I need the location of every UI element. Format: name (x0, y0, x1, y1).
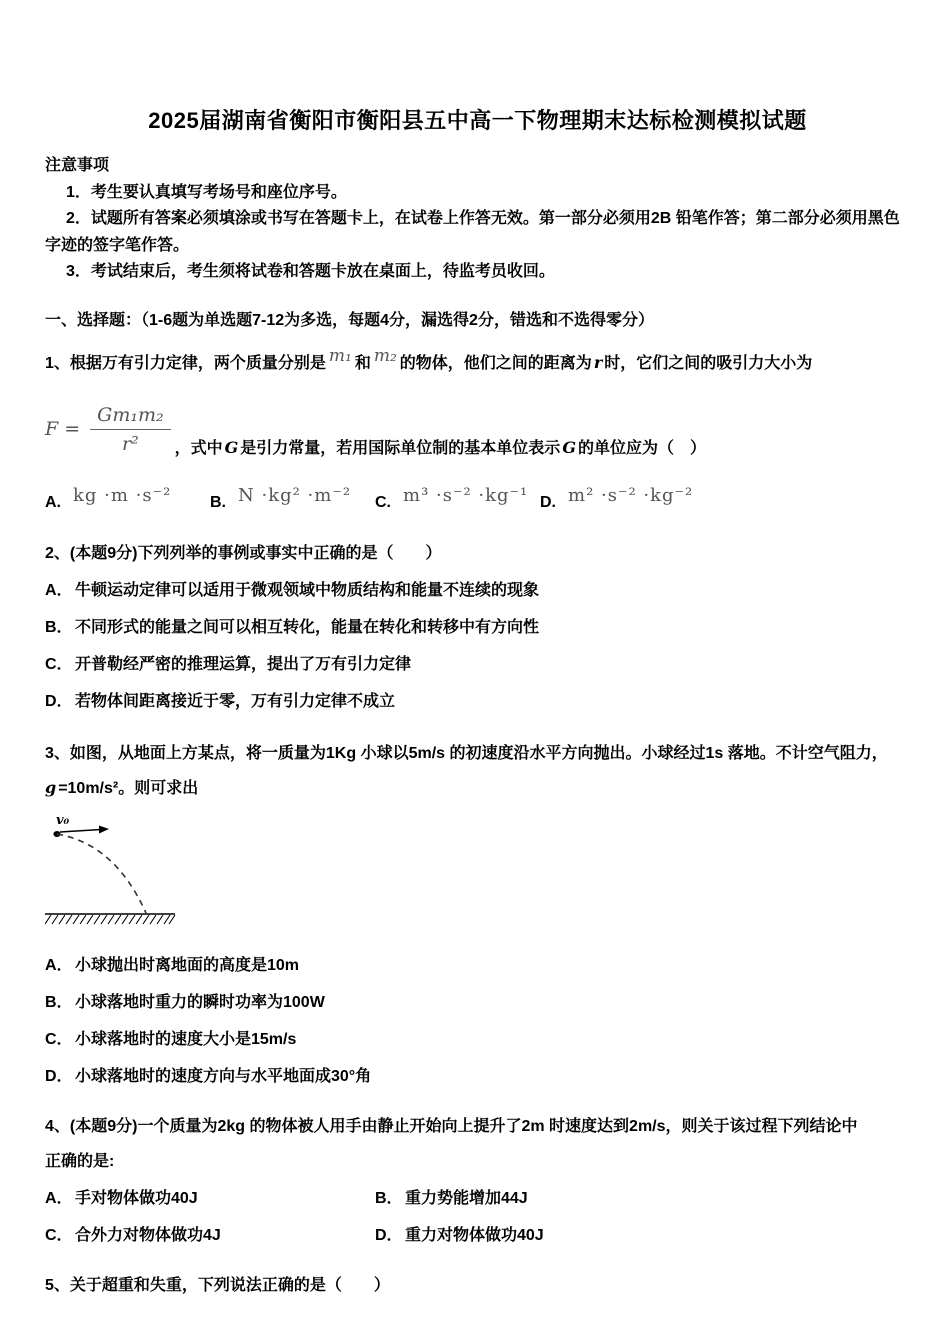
q4-stem-line1: 4、(本题9分)一个质量为2kg 的物体被人用手由静止开始向上提升了2m 时速度达到2m/s，则关于该过程下列结论中 (45, 1117, 858, 1135)
option-unit: kg ·m ·s⁻² (73, 484, 172, 506)
q1-formula-lhs: F = (45, 418, 81, 440)
notice-section (45, 153, 910, 286)
q3-option-c (45, 1028, 910, 1052)
v0-label: v₀ (56, 812, 70, 828)
q1-stem-text-1: 和 (354, 354, 371, 372)
q1-stem (45, 345, 910, 376)
q4-option-b (375, 1187, 910, 1211)
option-label: D. (540, 493, 556, 511)
q4-options-row1 (45, 1187, 910, 1211)
option-text: 合外力对物体做功4J (75, 1226, 221, 1244)
q1-math-G-2: G (562, 437, 576, 457)
option-unit: m³ ·s⁻² ·kg⁻¹ (403, 484, 529, 506)
q3-math-g: g (45, 777, 57, 797)
q1-math-r: r (593, 352, 603, 372)
option-label: C． (45, 1226, 73, 1244)
option-label: A． (45, 956, 73, 974)
q3-option-d (45, 1065, 910, 1089)
notice-item-3: 3．考试结束后，考生须将试卷和答题卡放在桌面上，待监考员收回。 (66, 263, 555, 280)
option-text: 小球落地时的速度方向与水平地面成30°角 (75, 1067, 372, 1085)
option-label: B． (45, 618, 73, 636)
q1-formula-text-2: 的单位应为（ ） (577, 439, 706, 457)
option-text: 开普勒经严密的推理运算，提出了万有引力定律 (75, 655, 412, 673)
ground-hatching (45, 915, 175, 924)
q2-option-d (45, 690, 910, 714)
option-label: C． (45, 655, 73, 673)
section-one-heading: 一、选择题：（1-6题为单选题7-12为多选，每题4分，漏选得2分，错选和不选得零分） (45, 311, 654, 329)
notice-item-2: 2．试题所有答案必须填涂或书写在答题卡上，在试卷上作答无效。第一部分必须用2B 铅笔作答；第二部分必须用黑色字迹的签字笔作答。 (45, 210, 900, 254)
option-text: 小球落地时的速度大小是15m/s (75, 1030, 297, 1048)
q2-option-c (45, 653, 910, 677)
option-text: 手对物体做功40J (75, 1189, 198, 1207)
q3-stem-line2 (45, 776, 910, 801)
q4-option-d (375, 1224, 910, 1248)
q3-option-a (45, 954, 910, 978)
option-label: B． (45, 993, 73, 1011)
q3-stem-line1: 3、如图，从地面上方某点，将一质量为1Kg 小球以5m/s 的初速度沿水平方向抛出。小球经过1s 落地。不计空气阻力， (45, 744, 888, 762)
q2-option-a (45, 579, 910, 603)
option-text: 牛顿运动定律可以适用于微观领域中物质结构和能量不连续的现象 (75, 581, 540, 599)
q1-option-b (210, 484, 375, 512)
q2-option-b (45, 616, 910, 640)
q4-option-c (45, 1224, 375, 1248)
q2-stem: 2、(本题9分)下列列举的事例或事实中正确的是（ ） (45, 544, 442, 562)
notice-item-1: 1．考生要认真填写考场号和座位序号。 (66, 183, 347, 201)
option-label: A． (45, 1189, 73, 1207)
option-label: B． (375, 1189, 403, 1207)
page-title: 2025届湖南省衡阳市衡阳县五中高一下物理期末达标检测模拟试题 (148, 108, 807, 133)
q4-stem-line2: 正确的是: (45, 1152, 115, 1170)
q3-option-b (45, 991, 910, 1015)
q1-math-m1: m₁ (328, 345, 352, 366)
option-label: B. (210, 493, 226, 511)
q1-formula-text-0: ，式中 (174, 439, 223, 457)
q1-formula-row (45, 404, 910, 455)
q1-option-d (540, 484, 694, 512)
option-label: A． (45, 581, 73, 599)
q1-stem-text-3: 时，它们之间的吸引力大小为 (604, 354, 813, 372)
q1-formula-fraction (90, 404, 170, 455)
q1-math-m2: m₂ (373, 345, 397, 366)
option-label: C． (45, 1030, 73, 1048)
option-label: C. (375, 493, 391, 511)
option-text: 小球落地时重力的瞬时功率为100W (75, 993, 325, 1011)
option-label: A. (45, 493, 61, 511)
q1-formula-numerator: Gm₁m₂ (90, 404, 170, 430)
projectile-motion-figure (45, 811, 245, 933)
q3-stem-line2-text: =10m/s²。则可求出 (58, 779, 199, 797)
option-unit: N ·kg² ·m⁻² (238, 484, 352, 506)
q3-figure-container (45, 811, 910, 938)
q1-options (45, 484, 910, 512)
option-text: 不同形式的能量之间可以相互转化，能量在转化和转移中有方向性 (75, 618, 540, 636)
q4-option-a (45, 1187, 375, 1211)
option-label: D． (45, 692, 73, 710)
option-text: 小球抛出时离地面的高度是10m (75, 956, 300, 974)
v0-arrow-head (99, 825, 109, 833)
q1-formula-text-1: 是引力常量，若用国际单位制的基本单位表示 (240, 439, 561, 457)
q1-option-c (375, 484, 540, 512)
v0-arrow-shaft (60, 829, 101, 832)
q1-math-G-1: G (224, 437, 239, 457)
notice-heading: 注意事项 (45, 157, 110, 174)
option-text: 重力对物体做功40J (405, 1226, 544, 1244)
option-label: D． (45, 1067, 73, 1085)
q1-formula-text (175, 435, 706, 458)
option-unit: m² ·s⁻² ·kg⁻² (568, 484, 694, 506)
option-label: D． (375, 1226, 403, 1244)
q5-stem: 5、关于超重和失重，下列说法正确的是（ ） (45, 1276, 390, 1294)
trajectory-dashed-curve (57, 834, 146, 913)
q1-option-a (45, 484, 210, 512)
q4-options-row2 (45, 1224, 910, 1248)
q1-stem-text-2: 的物体，他们之间的距离为 (399, 354, 592, 372)
option-text: 重力势能增加44J (405, 1189, 528, 1207)
q1-formula-denominator: r² (122, 432, 139, 455)
option-text: 若物体间距离接近于零，万有引力定律不成立 (75, 692, 396, 710)
q1-stem-text-0: 1、根据万有引力定律，两个质量分别是 (45, 354, 326, 372)
